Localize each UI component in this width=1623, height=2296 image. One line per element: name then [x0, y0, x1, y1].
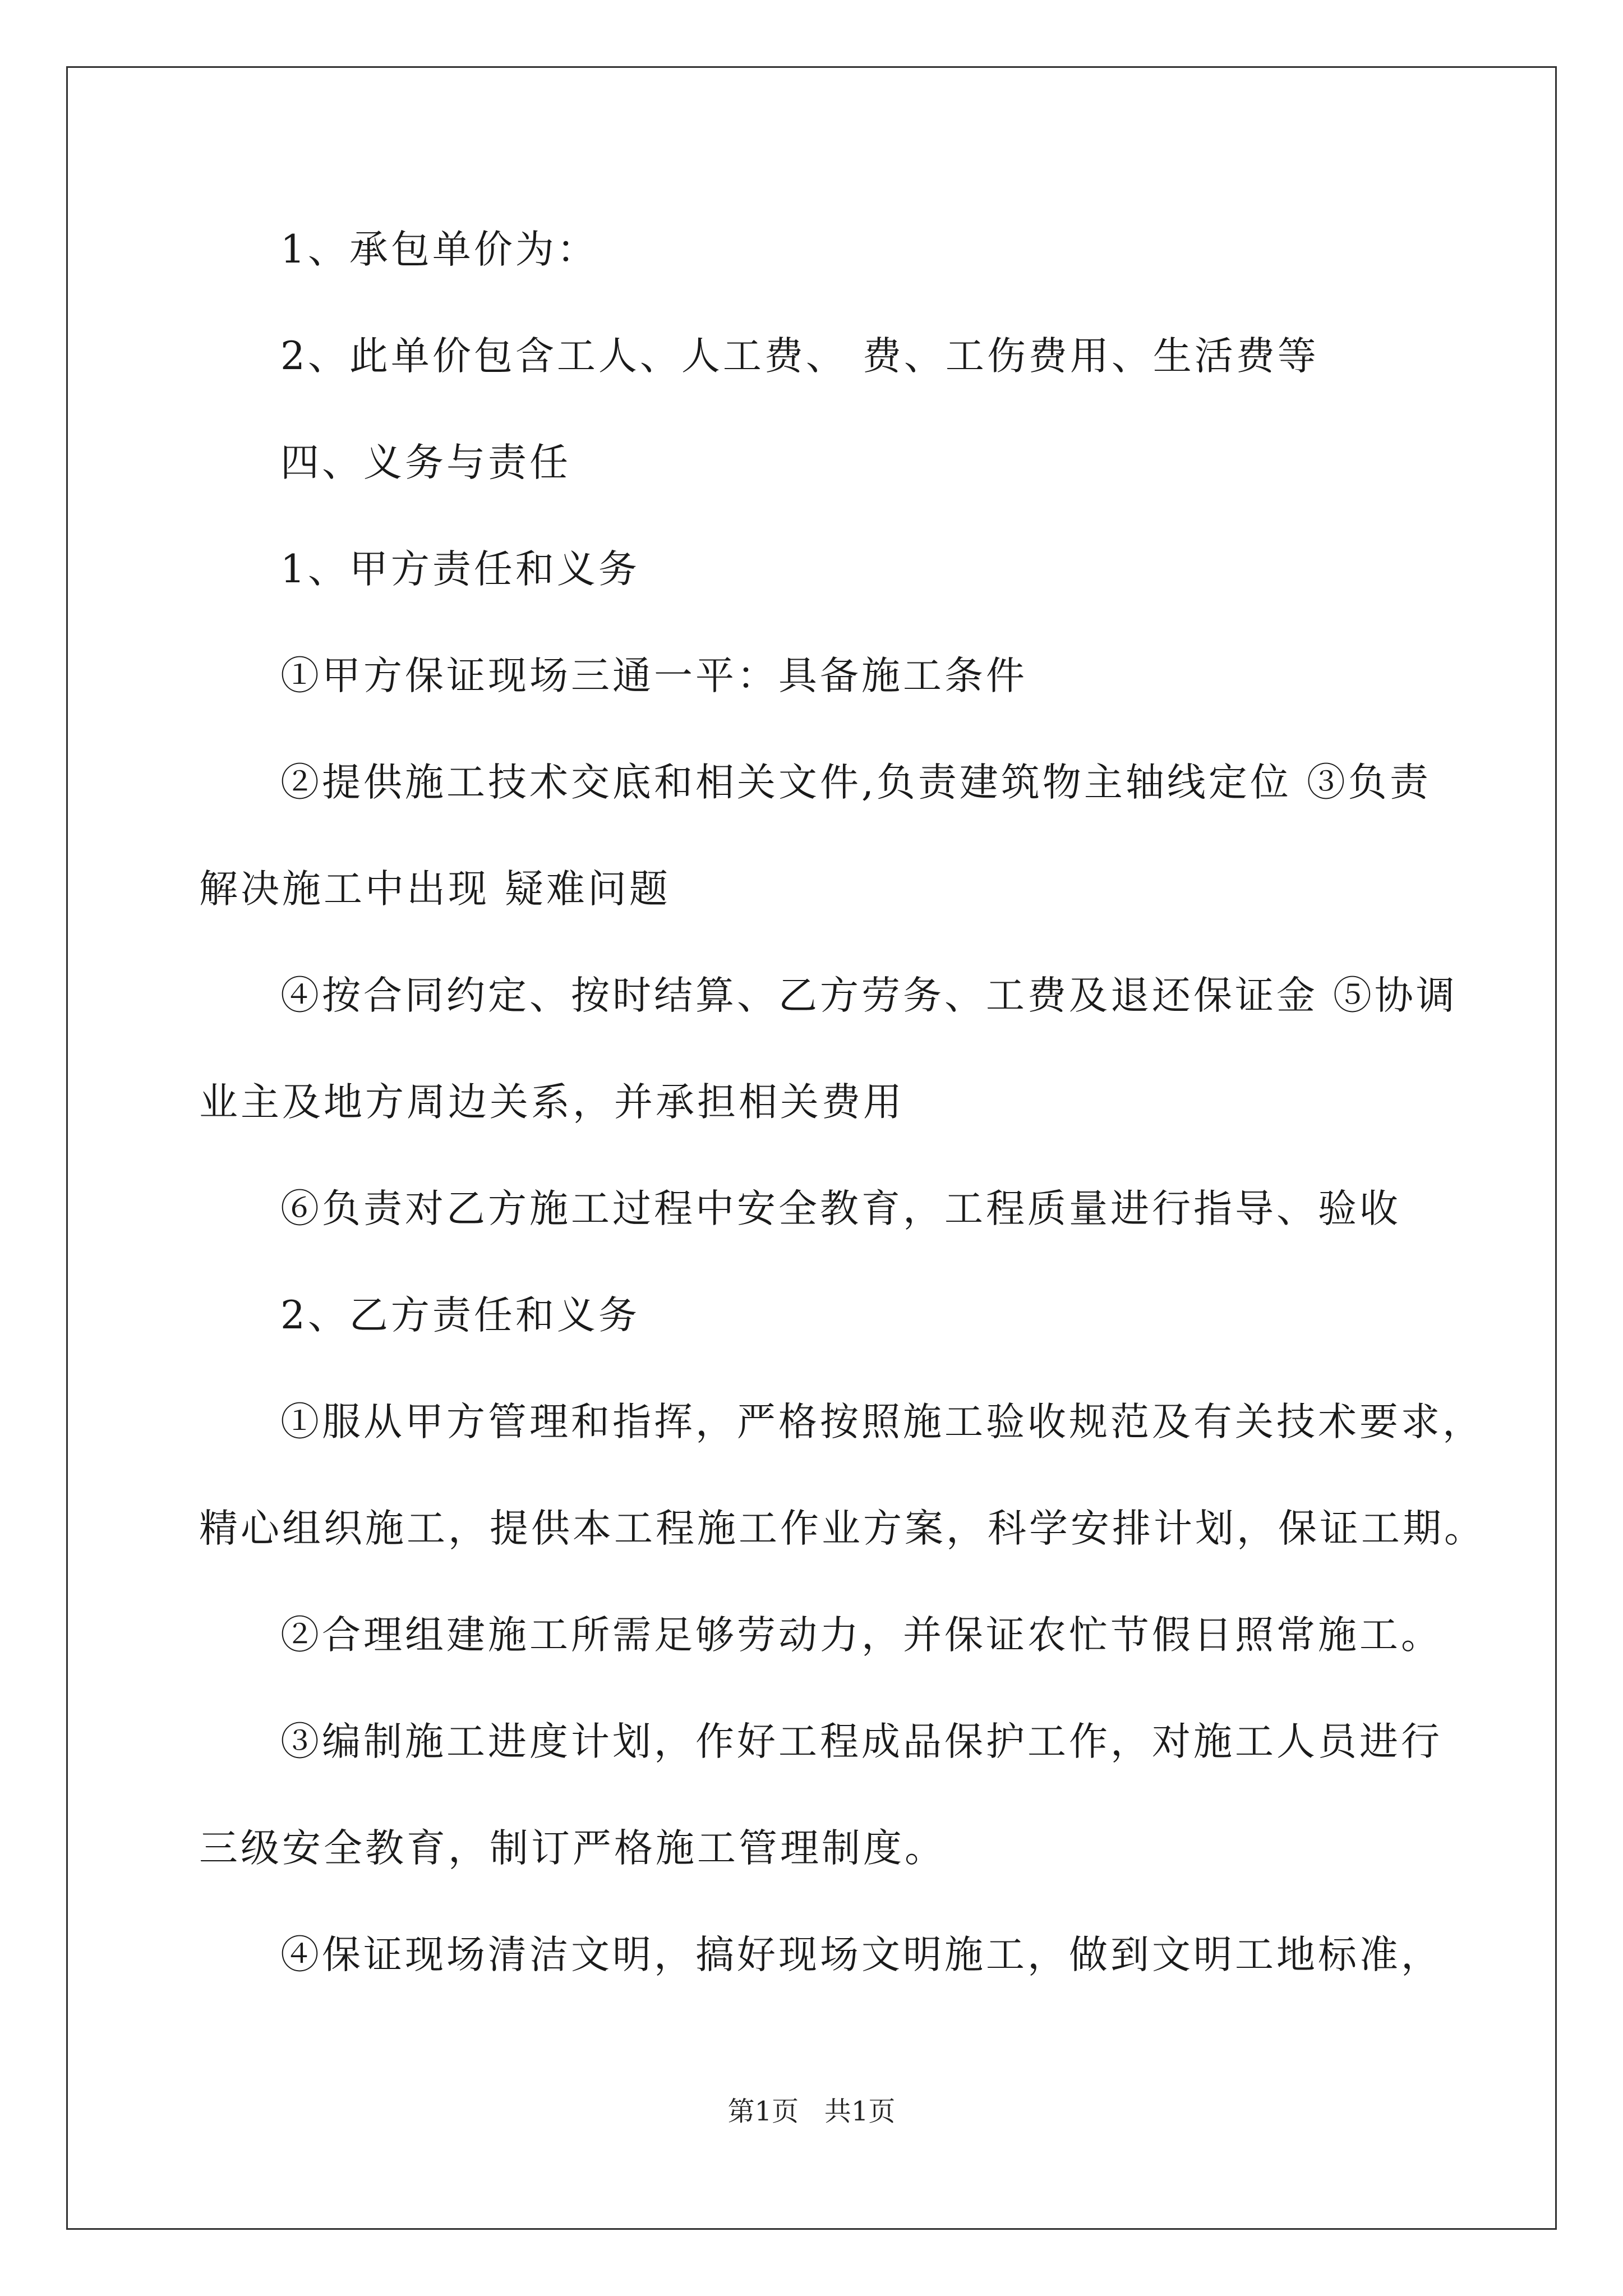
section-heading-obligations: 四、义务与责任: [280, 440, 571, 485]
party-a-item-5-cont: 业主及地方周边关系，并承担相关费用: [199, 1080, 905, 1125]
party-b-item-3: ③编制施工进度计划，作好工程成品保护工作，对施工人员进行: [280, 1719, 1442, 1764]
party-b-item-1-cont: 精心组织施工，提供本工程施工作业方案，科学安排计划，保证工期。: [199, 1506, 1486, 1551]
subheading-party-b: 2、乙方责任和义务: [280, 1293, 640, 1338]
party-a-item-4-5: ④按合同约定、按时结算、乙方劳务、工费及退还保证金 ⑤协调: [280, 973, 1458, 1018]
party-a-item-1: ①甲方保证现场三通一平：具备施工条件: [280, 654, 1027, 698]
party-b-item-4: ④保证现场清洁文明，搞好现场文明施工，做到文明工地标准，: [280, 1932, 1442, 1977]
page-footer: 第1页 共1页: [727, 2096, 896, 2127]
party-b-item-2: ②合理组建施工所需足够劳动力，并保证农忙节假日照常施工。: [280, 1613, 1442, 1658]
party-a-item-6: ⑥负责对乙方施工过程中安全教育，工程质量进行指导、验收: [280, 1186, 1401, 1231]
party-a-item-3-cont: 解决施工中出现 疑难问题: [199, 867, 671, 912]
party-a-item-2-3: ②提供施工技术交底和相关文件,负责建筑物主轴线定位 ③负责: [280, 760, 1431, 805]
party-b-item-3-cont: 三级安全教育，制订严格施工管理制度。: [199, 1826, 946, 1871]
subheading-party-a: 1、甲方责任和义务: [280, 547, 640, 592]
page-border: [66, 66, 1557, 2230]
clause-price-includes: 2、此单价包含工人、人工费、 费、工伤费用、生活费等: [280, 334, 1319, 379]
party-b-item-1: ①服从甲方管理和指挥，严格按照施工验收规范及有关技术要求，: [280, 1400, 1484, 1444]
clause-unit-price: 1、承包单价为：: [280, 227, 598, 272]
